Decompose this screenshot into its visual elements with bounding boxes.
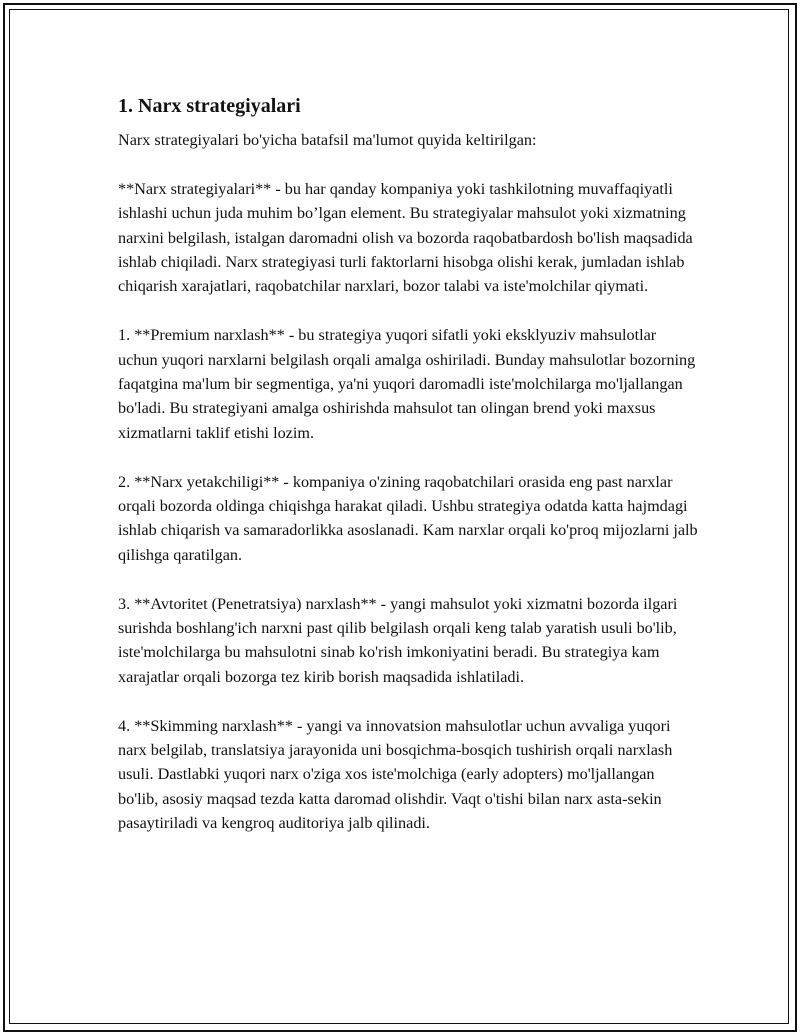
strategy-leadership-paragraph: 2. **Narx yetakchiligi** - kompaniya o'zining raqobatchilari orasida eng past narxlar orqali bozorda oldinga chiqishga harakat qiladi. Ushbu strategiya odatda katta hajmdagi ishlab chiqarish va samaradorlikka asoslanadi. Kam narxlar orqali ko'proq mijozlarni jalb qilishga qaratilgan. — [118, 472, 698, 564]
definition-paragraph: **Narx strategiyalari** - bu har qanday kompaniya yoki tashkilotning muvaffaqiyatli ishlashi uchun juda muhim bo’lgan element. Bu strategiyalar mahsulot yoki xizmatning narxini belgilash, istalgan daromadni olish va bozorda raqobatbardosh bo'lish maqsadida ishlab chiqiladi. Narx strategiyasi turli faktorlarni hisobga olishi kerak, jumladan ishlab chiqarish xarajatlari, raqobatchilar narxlari, bozor talabi va iste'molchilar qiymati. — [118, 179, 693, 296]
strategy-skimming-paragraph: 4. **Skimming narxlash** - yangi va innovatsion mahsulotlar uchun avvaliga yuqori narx belgilab, translatsiya jarayonida uni bosqichma-bosqich tushirish orqali narxlash usuli. Dastlabki yuqori narx o'ziga xos iste'molchiga (early adopters) mo'ljallangan bo'lib, asosiy maqsad tezda katta daromad olishdir. Vaqt o'tishi bilan narx asta-sekin pasaytiriladi va kengroq auditoriya jalb qilinadi. — [118, 716, 673, 833]
document-body — [118, 92, 698, 860]
section-heading: 1. Narx strategiyalari — [118, 95, 301, 117]
strategy-penetration-paragraph: 3. **Avtoritet (Penetratsiya) narxlash** - yangi mahsulot yoki xizmatni bozorda ilgari surishda boshlang'ich narxni past qilib belgilash orqali keng talab yaratish usuli bo'lib, iste'molchilarga bu mahsulotni sinab ko'rish imkoniyatini beradi. Bu strategiya kam xarajatlar orqali bozorga tez kirib borish maqsadida ishlatiladi. — [118, 594, 678, 686]
strategy-premium-paragraph: 1. **Premium narxlash** - bu strategiya yuqori sifatli yoki eksklyuziv mahsulotlar uchun yuqori narxlarni belgilash orqali amalga oshiriladi. Bunday mahsulotlar bozorning faqatgina ma'lum bir segmentiga, ya'ni yuqori daromadli iste'molchilarga mo'ljallangan bo'ladi. Bu strategiyani amalga oshirishda mahsulot tan olingan brend yoki maxsus xizmatlarni taklif etishi lozim. — [118, 326, 696, 442]
intro-paragraph: Narx strategiyalari bo'yicha batafsil ma'lumot quyida keltirilgan: — [118, 131, 537, 149]
